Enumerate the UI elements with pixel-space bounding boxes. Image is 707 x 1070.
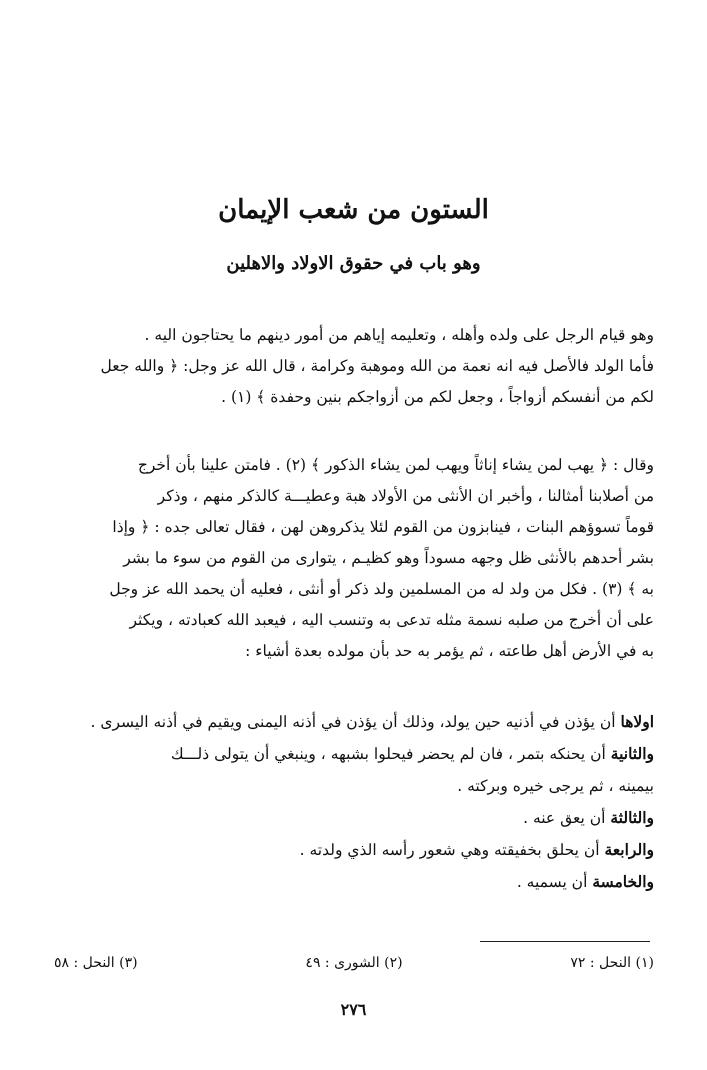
item-text: أن يحنكه بتمر ، فان لم يحضر فيحلوا بشبهه ، وينبغي أن يتولى ذلـــك — [170, 745, 611, 763]
text-line: قوماً تسوؤهم البنات ، فينابزون من القوم لئلا يذكروهن لهن ، فقال تعالى جده : ﴿ وإذا — [112, 518, 654, 536]
list-item — [54, 866, 654, 898]
text-line: به في الأرض أهل طاعته ، ثم يؤمر به حد بأن مولده بعدة أشياء : — [245, 642, 654, 660]
text-line: على أن أخرج من صلبه نسمة مثله تدعى به وتنسب اليه ، فيعبد الله كعبادته ، ويكثر — [129, 611, 654, 629]
list-item — [54, 706, 654, 738]
footnote-divider — [480, 941, 650, 942]
footnote-1: (١) النحل : ٧٢ — [570, 955, 654, 971]
text-line: لكم من أنفسكم أزواجاً ، وجعل لكم من أزواجكم بنين وحفدة ﴾ (١) . — [221, 388, 654, 406]
item-label: والخامسة — [592, 872, 654, 891]
text-line: فأما الولد فالأصل فيه انه نعمة من الله وموهبة وكرامة ، قال الله عز وجل: ﴿ والله جعل — [100, 357, 654, 375]
text-line: وقال : ﴿ يهب لمن يشاء إناثاً ويهب لمن يشاء الذكور ﴾ (٢) . فامتن علينا بأن أخرج — [137, 456, 654, 474]
text-line: بشر أحدهم بالأنثى ظل وجهه مسوداً وهو كظيـم ، يتوارى من القوم من سوء ما بشر — [123, 549, 654, 567]
list-item — [54, 802, 654, 834]
item-text: أن يحلق بخفيقته وهي شعور رأسه الذي ولدته . — [299, 841, 605, 859]
numbered-list — [54, 706, 654, 898]
list-item — [54, 834, 654, 866]
item-label: والثالثة — [610, 808, 654, 827]
footnote-3: (٣) النحل : ٥٨ — [54, 955, 138, 971]
text-line: به ﴾ (٣) . فكل من ولد له من المسلمين ولد ذكر أو أنثى ، فعليه أن يحمد الله عز وجل — [109, 580, 654, 598]
footnotes — [54, 955, 654, 971]
paragraph-1 — [54, 320, 654, 413]
paragraph-2 — [54, 450, 654, 667]
text-line: من أصلابنا أمثالنا ، وأخبر ان الأنثى من الأولاد هبة وعطيـــة كالذكر منهم ، وذكر — [157, 487, 654, 505]
item-text: أن يعق عنه . — [523, 809, 611, 827]
item-label: والرابعة — [604, 840, 654, 859]
list-item — [54, 738, 654, 770]
chapter-subtitle: وهو باب في حقوق الاولاد والاهلين — [226, 253, 481, 274]
chapter-title: الستون من شعب الإيمان — [218, 195, 489, 225]
item-text: أن يسميه . — [516, 873, 593, 891]
item-label: والثانية — [610, 744, 654, 763]
item-text: أن يؤذن في أذنيه حين يولد، وذلك أن يؤذن في أذنه اليمنى ويقيم في أذنه اليسرى . — [90, 713, 621, 731]
footnote-2: (٢) الشورى : ٤٩ — [305, 955, 403, 971]
list-item — [54, 770, 654, 802]
item-label: اولاها — [620, 712, 654, 731]
page-number: ٢٧٦ — [340, 1000, 367, 1019]
item-text: بيمينه ، ثم يرجى خيره وبركته . — [457, 777, 654, 795]
text-line: وهو قيام الرجل على ولده وأهله ، وتعليمه إياهم من أمور دينهم ما يحتاجون اليه . — [144, 326, 654, 344]
